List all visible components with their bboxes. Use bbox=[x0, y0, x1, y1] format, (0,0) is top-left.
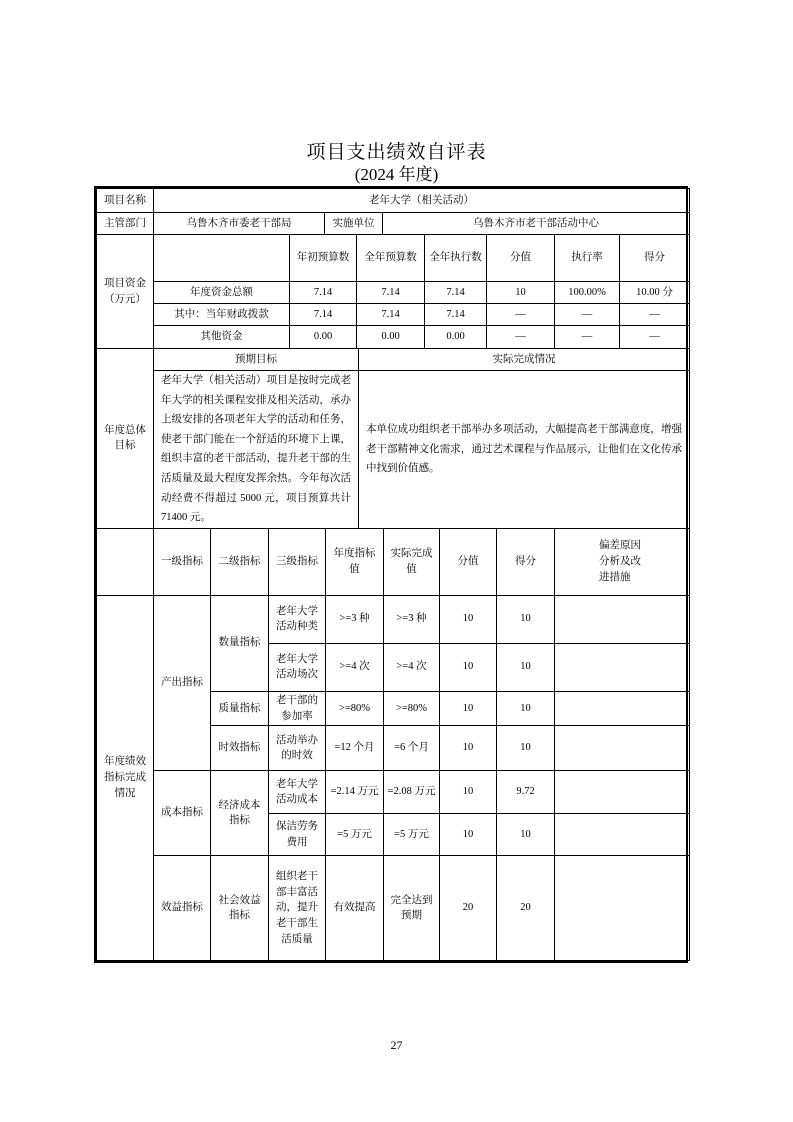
level3-indicator-cell: 老年大学活动成本 bbox=[269, 771, 326, 814]
level3-indicator-cell: 老年大学活动种类 bbox=[269, 595, 326, 643]
target-value-cell: >=3 种 bbox=[326, 595, 384, 643]
funds-header-score: 得分 bbox=[620, 235, 690, 282]
level2-indicator-cell: 经济成本指标 bbox=[211, 771, 269, 856]
score-cell: 10 bbox=[497, 691, 555, 726]
funds-value: 0.00 bbox=[425, 326, 487, 349]
score-total-cell: 10 bbox=[440, 643, 497, 691]
score-total-cell: 10 bbox=[440, 814, 497, 856]
actual-value-cell: >=80% bbox=[384, 691, 440, 726]
goal-header-row bbox=[97, 349, 690, 371]
funds-value: 7.14 bbox=[425, 282, 487, 304]
deviation-cell bbox=[555, 595, 690, 643]
goal-actual-header: 实际完成情况 bbox=[359, 349, 690, 371]
target-value-cell: >=4 次 bbox=[326, 643, 384, 691]
level1-indicator-cell: 产出指标 bbox=[154, 595, 211, 771]
project-name-label: 项目名称 bbox=[97, 189, 154, 213]
funds-other-row bbox=[97, 326, 690, 349]
goal-actual-text: 本单位成功组织老干部举办多项活动，大幅提高老干部满意度，增强老干部精神文化需求，通过艺术课程与作品展示，让他们在文化传承中找到价值感。 bbox=[359, 371, 690, 529]
header-score-total: 分值 bbox=[440, 528, 497, 595]
score-total-cell: 10 bbox=[440, 691, 497, 726]
info-section bbox=[96, 188, 690, 235]
actual-value-cell: 完全达到预期 bbox=[384, 856, 440, 961]
score-total-cell: 10 bbox=[440, 771, 497, 814]
header-score: 得分 bbox=[497, 528, 555, 595]
header-level1: 一级指标 bbox=[154, 528, 211, 595]
target-value-cell: =2.14 万元 bbox=[326, 771, 384, 814]
funds-value: 7.14 bbox=[357, 282, 425, 304]
funds-value: 10 bbox=[487, 282, 555, 304]
actual-value-cell: >=4 次 bbox=[384, 643, 440, 691]
funds-value: — bbox=[487, 326, 555, 349]
funds-value: 0.00 bbox=[357, 326, 425, 349]
goal-expected-header: 预期目标 bbox=[154, 349, 359, 371]
goal-row-label: 年度总体目标 bbox=[97, 349, 154, 529]
score-total-cell: 20 bbox=[440, 856, 497, 961]
impl-value: 乌鲁木齐市老干部活动中心 bbox=[383, 213, 690, 235]
header-target: 年度指标值 bbox=[326, 528, 384, 595]
score-cell: 10 bbox=[497, 643, 555, 691]
deviation-cell bbox=[555, 643, 690, 691]
target-value-cell: >=80% bbox=[326, 691, 384, 726]
header-level3: 三级指标 bbox=[269, 528, 326, 595]
level1-indicator-cell: 成本指标 bbox=[154, 771, 211, 856]
funds-value: 7.14 bbox=[357, 304, 425, 326]
funds-value: — bbox=[555, 304, 620, 326]
goal-section bbox=[96, 348, 690, 529]
funds-header-row bbox=[97, 235, 690, 282]
actual-value-cell: =5 万元 bbox=[384, 814, 440, 856]
level3-indicator-cell: 老干部的参加率 bbox=[269, 691, 326, 726]
level3-indicator-cell: 活动举办的时效 bbox=[269, 726, 326, 771]
dept-label: 主管部门 bbox=[97, 213, 154, 235]
self-evaluation-table bbox=[94, 186, 688, 963]
header-level2: 二级指标 bbox=[211, 528, 269, 595]
target-value-cell: 有效提高 bbox=[326, 856, 384, 961]
project-name-value: 老年大学（相关活动） bbox=[154, 189, 690, 213]
departments-row bbox=[97, 213, 690, 235]
target-value-cell: =12 个月 bbox=[326, 726, 384, 771]
indicator-row bbox=[97, 595, 690, 643]
funds-value: 7.14 bbox=[290, 282, 357, 304]
funds-total-row bbox=[97, 282, 690, 304]
indicator-row bbox=[97, 771, 690, 814]
actual-value-cell: =2.08 万元 bbox=[384, 771, 440, 814]
funds-value: — bbox=[487, 304, 555, 326]
deviation-cell bbox=[555, 691, 690, 726]
score-cell: 10 bbox=[497, 726, 555, 771]
funds-header-execution-rate: 执行率 bbox=[555, 235, 620, 282]
level3-indicator-cell: 老年大学活动场次 bbox=[269, 643, 326, 691]
score-total-cell: 10 bbox=[440, 595, 497, 643]
funds-value: 7.14 bbox=[290, 304, 357, 326]
funds-value: 7.14 bbox=[425, 304, 487, 326]
funds-value: 10.00 分 bbox=[620, 282, 690, 304]
funds-header-annual-budget: 全年预算数 bbox=[357, 235, 425, 282]
actual-value-cell: =6 个月 bbox=[384, 726, 440, 771]
funds-value: — bbox=[555, 326, 620, 349]
header-deviation: 偏差原因分析及改进措施 bbox=[555, 528, 690, 595]
goal-body-row bbox=[97, 371, 690, 529]
funds-fiscal-row bbox=[97, 304, 690, 326]
impl-label: 实施单位 bbox=[325, 213, 383, 235]
score-cell: 9.72 bbox=[497, 771, 555, 814]
goal-expected-text: 老年大学（相关活动）项目是按时完成老年大学的相关课程安排及相关活动，承办上级安排的各项老年大学的活动和任务，使老干部门能在一个舒适的环境下上课，组织丰富的老干部活动，提升老干部的生活质量及最大程度发挥余热。今年每次活动经费不得超过 5000 元，项目预算共计 71400 元。 bbox=[154, 371, 359, 529]
funds-value: 0.00 bbox=[290, 326, 357, 349]
indicators-section bbox=[96, 528, 690, 962]
funds-value: — bbox=[620, 304, 690, 326]
funds-header-score-total: 分值 bbox=[487, 235, 555, 282]
funds-value: 100.00% bbox=[555, 282, 620, 304]
funds-row-title: 其他资金 bbox=[154, 326, 290, 349]
funds-row-title: 其中：当年财政拨款 bbox=[154, 304, 290, 326]
level2-indicator-cell: 质量指标 bbox=[211, 691, 269, 726]
deviation-cell bbox=[555, 814, 690, 856]
actual-value-cell: >=3 种 bbox=[384, 595, 440, 643]
level3-indicator-cell: 保洁劳务费用 bbox=[269, 814, 326, 856]
header-actual: 实际完成值 bbox=[384, 528, 440, 595]
funds-value: — bbox=[620, 326, 690, 349]
deviation-cell bbox=[555, 726, 690, 771]
score-total-cell: 10 bbox=[440, 726, 497, 771]
indicators-header-row bbox=[97, 528, 690, 595]
level2-indicator-cell: 数量指标 bbox=[211, 595, 269, 691]
score-cell: 10 bbox=[497, 595, 555, 643]
funds-section bbox=[96, 234, 690, 349]
dept-value: 乌鲁木齐市委老干部局 bbox=[154, 213, 325, 235]
indicator-row bbox=[97, 856, 690, 961]
page-title: 项目支出绩效自评表 bbox=[306, 142, 487, 163]
funds-blank-cell bbox=[154, 235, 290, 282]
level3-indicator-cell: 组织老干部丰富活动，提升老干部生活质量 bbox=[269, 856, 326, 961]
page-subtitle: (2024 年度) bbox=[354, 165, 439, 184]
project-name-row bbox=[97, 189, 690, 213]
deviation-cell bbox=[555, 771, 690, 814]
deviation-cell bbox=[555, 856, 690, 961]
level1-indicator-cell: 效益指标 bbox=[154, 856, 211, 961]
indicators-row-label: 年度绩效指标完成情况 bbox=[97, 595, 154, 961]
score-cell: 20 bbox=[497, 856, 555, 961]
funds-header-annual-execution: 全年执行数 bbox=[425, 235, 487, 282]
level2-indicator-cell: 社会效益指标 bbox=[211, 856, 269, 961]
level2-indicator-cell: 时效指标 bbox=[211, 726, 269, 771]
score-cell: 10 bbox=[497, 814, 555, 856]
funds-row-title: 年度资金总额 bbox=[154, 282, 290, 304]
target-value-cell: =5 万元 bbox=[326, 814, 384, 856]
funds-header-initial-budget: 年初预算数 bbox=[290, 235, 357, 282]
page-number: 27 bbox=[390, 1038, 403, 1052]
funds-row-label: 项目资金（万元） bbox=[97, 235, 154, 349]
indicators-blank-cell bbox=[97, 528, 154, 595]
